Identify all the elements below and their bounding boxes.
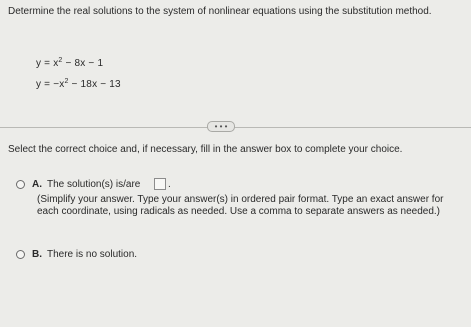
option-b-letter: B. [32, 249, 42, 260]
option-b-radio[interactable] [16, 250, 25, 259]
equation-1: $y = x^2 - 8x - 1$ [36, 57, 104, 69]
expand-more-button[interactable]: • • • [207, 121, 235, 132]
option-a-hint: (Simplify your answer. Type your answer(s) in ordered pair format. Type an exact answer for each coordinate, using radicals as needed. Use a comma to separate answers as needed.) [37, 194, 444, 217]
section-divider [0, 127, 471, 128]
option-a-period: . [168, 179, 171, 190]
option-a-text: The solution(s) is/are [47, 179, 141, 190]
option-a-letter: A. [32, 179, 42, 190]
option-b-text: There is no solution. [47, 249, 138, 260]
instruction-text: Select the correct choice and, if necessary, fill in the answer box to complete your choice. [8, 144, 403, 155]
option-a-radio[interactable] [16, 180, 25, 189]
question-prompt: Determine the real solutions to the system of nonlinear equations using the substitution method. [8, 6, 432, 17]
equation-2: $y = -x^2 - 18x - 13$ [36, 78, 121, 90]
answer-input-box[interactable] [154, 178, 166, 190]
